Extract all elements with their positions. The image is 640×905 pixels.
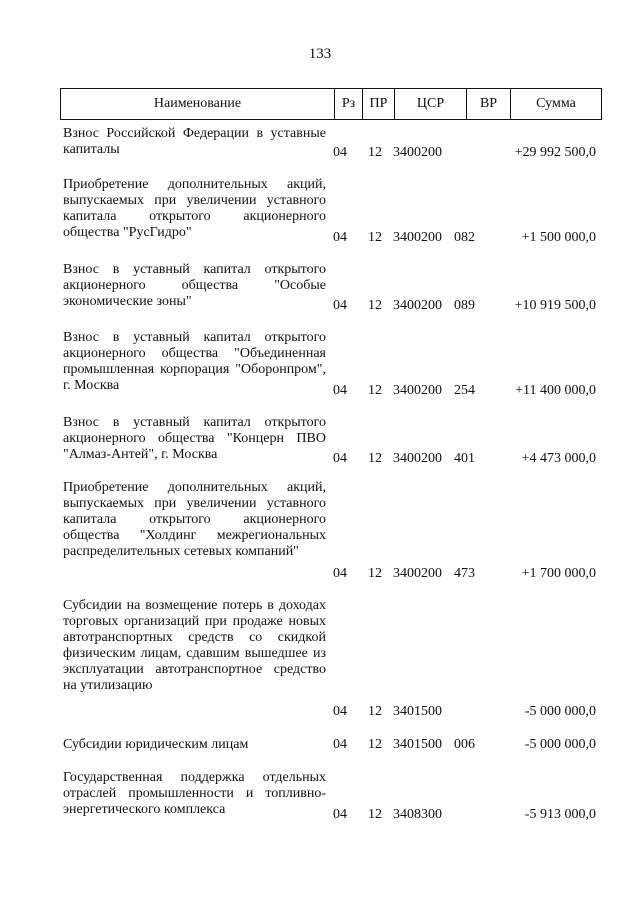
- row-csr: 3400200: [393, 298, 442, 313]
- row-vr: 006: [454, 737, 475, 752]
- row-sum: +1 500 000,0: [521, 230, 596, 245]
- row-rz: 04: [333, 807, 347, 822]
- row-name: Приобретение дополнительных акций, выпускаемых при увеличении уставного капитала открытого акционерного общества "Холдинг межрегиональных распределительных сетевых компаний": [63, 480, 326, 559]
- row-csr: 3400200: [393, 451, 442, 466]
- row-csr: 3400200: [393, 383, 442, 398]
- row-name: Взнос Российской Федерации в уставные капиталы: [63, 126, 326, 157]
- row-vr: 254: [454, 383, 475, 398]
- row-name: Государственная поддержка отдельных отраслей промышленности и топливно-энергетического комплекса: [63, 770, 326, 817]
- row-pr: 12: [368, 451, 382, 466]
- row-rz: 04: [333, 145, 347, 160]
- row-name: Взнос в уставный капитал открытого акционерного общества "Концерн ПВО "Алмаз-Антей", г. Москва: [63, 415, 326, 462]
- row-pr: 12: [368, 807, 382, 822]
- header-sum: Сумма: [536, 96, 576, 111]
- row-name: Взнос в уставный капитал открытого акционерного общества "Объединенная промышленная корпорация "Оборонпром", г. Москва: [63, 330, 326, 393]
- header-name: Наименование: [61, 89, 335, 119]
- row-rz: 04: [333, 230, 347, 245]
- row-sum: +1 700 000,0: [521, 566, 596, 581]
- row-sum: -5 000 000,0: [524, 737, 596, 752]
- row-pr: 12: [368, 737, 382, 752]
- row-csr: 3400200: [393, 145, 442, 160]
- row-csr: 3400200: [393, 566, 442, 581]
- row-pr: 12: [368, 383, 382, 398]
- row-sum: -5 913 000,0: [524, 807, 596, 822]
- row-name: Взнос в уставный капитал открытого акционерного общества "Особые экономические зоны": [63, 262, 326, 309]
- row-pr: 12: [368, 145, 382, 160]
- row-name: Субсидии на возмещение потерь в доходах торговых организаций при продаже новых автотранспортных средств со скидкой физическим лицам, сдавшим вышедшее из эксплуатации автотранспортное средство на утилизацию: [63, 598, 326, 693]
- row-csr: 3400200: [393, 230, 442, 245]
- row-pr: 12: [368, 704, 382, 719]
- row-sum: +10 919 500,0: [514, 298, 596, 313]
- row-vr: 473: [454, 566, 475, 581]
- row-name: Приобретение дополнительных акций, выпускаемых при увеличении уставного капитала открытого акционерного общества "РусГидро": [63, 177, 326, 240]
- row-csr: 3401500: [393, 737, 442, 752]
- row-rz: 04: [333, 383, 347, 398]
- row-sum: -5 000 000,0: [524, 704, 596, 719]
- row-rz: 04: [333, 704, 347, 719]
- row-pr: 12: [368, 566, 382, 581]
- row-vr: 082: [454, 230, 475, 245]
- row-rz: 04: [333, 566, 347, 581]
- row-vr: 401: [454, 451, 475, 466]
- row-name: Субсидии юридическим лицам: [63, 737, 249, 752]
- row-pr: 12: [368, 230, 382, 245]
- row-pr: 12: [368, 298, 382, 313]
- row-csr: 3408300: [393, 807, 442, 822]
- header-rz: Рз: [335, 89, 363, 119]
- row-sum: +29 992 500,0: [514, 145, 596, 160]
- page-number: 133: [308, 46, 332, 62]
- header-pr: ПР: [363, 89, 395, 119]
- row-rz: 04: [333, 451, 347, 466]
- row-sum: +11 400 000,0: [515, 383, 596, 398]
- row-sum: +4 473 000,0: [521, 451, 596, 466]
- header-csr: ЦСР: [395, 89, 467, 119]
- row-vr: 089: [454, 298, 475, 313]
- header-vr: ВР: [467, 89, 511, 119]
- row-csr: 3401500: [393, 704, 442, 719]
- table-header: [60, 88, 602, 120]
- row-rz: 04: [333, 737, 347, 752]
- row-rz: 04: [333, 298, 347, 313]
